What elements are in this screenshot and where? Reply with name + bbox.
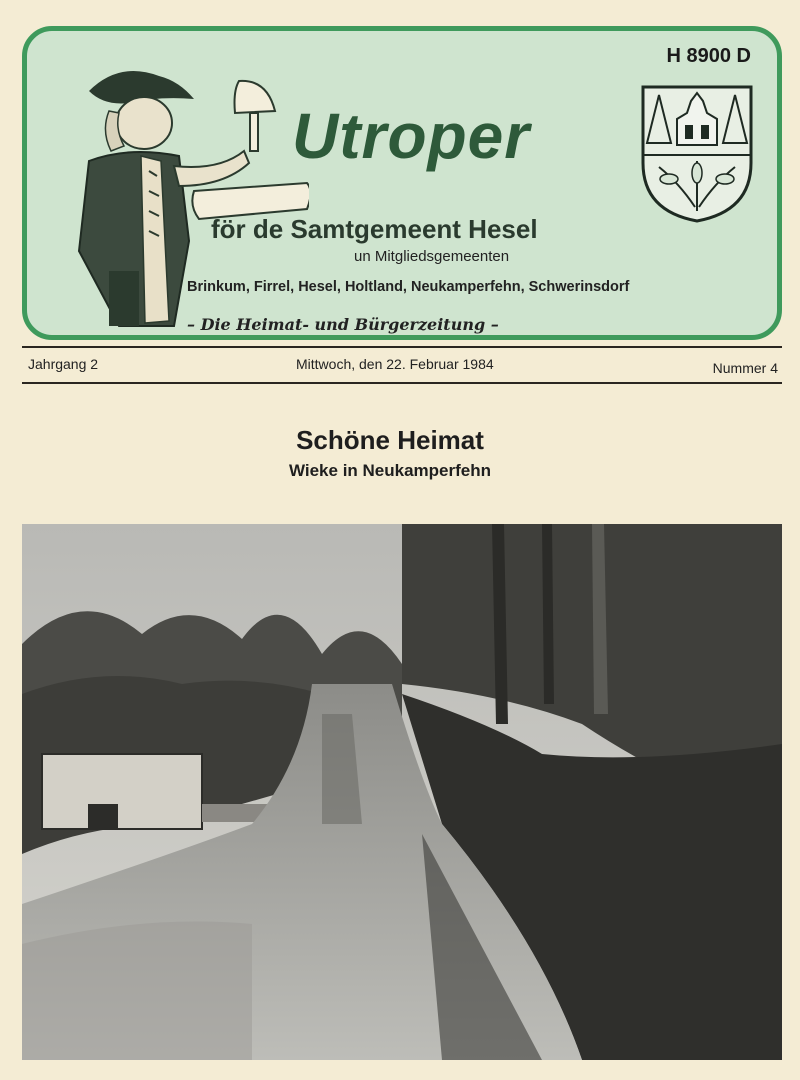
town-crier-illustration-icon <box>49 51 309 341</box>
issue-number: Nummer 4 <box>712 360 778 376</box>
municipality-list: Brinkum, Firrel, Hesel, Holtland, Neukamperfehn, Schwerinsdorf <box>187 279 630 295</box>
newspaper-title: Utroper <box>292 100 531 172</box>
postal-code: H 8900 D <box>666 45 751 67</box>
photo-canal-image <box>22 524 782 1060</box>
bottom-rule <box>22 382 782 384</box>
issue-date: Mittwoch, den 22. Februar 1984 <box>296 356 494 372</box>
tagline: – Die Heimat- und Bürgerzeitung – <box>187 315 499 334</box>
volume-label: Jahrgang 2 <box>28 356 99 372</box>
masthead-box <box>22 26 782 340</box>
coat-of-arms-icon <box>639 83 755 225</box>
newspaper-subtitle: för de Samtgemeent Hesel <box>211 214 538 244</box>
member-municipalities-label: un Mitgliedsgemeenten <box>354 248 510 265</box>
article-headline: Schöne Heimat <box>296 425 484 455</box>
top-rule <box>22 346 782 348</box>
article-subheadline: Wieke in Neukamperfehn <box>288 461 492 480</box>
